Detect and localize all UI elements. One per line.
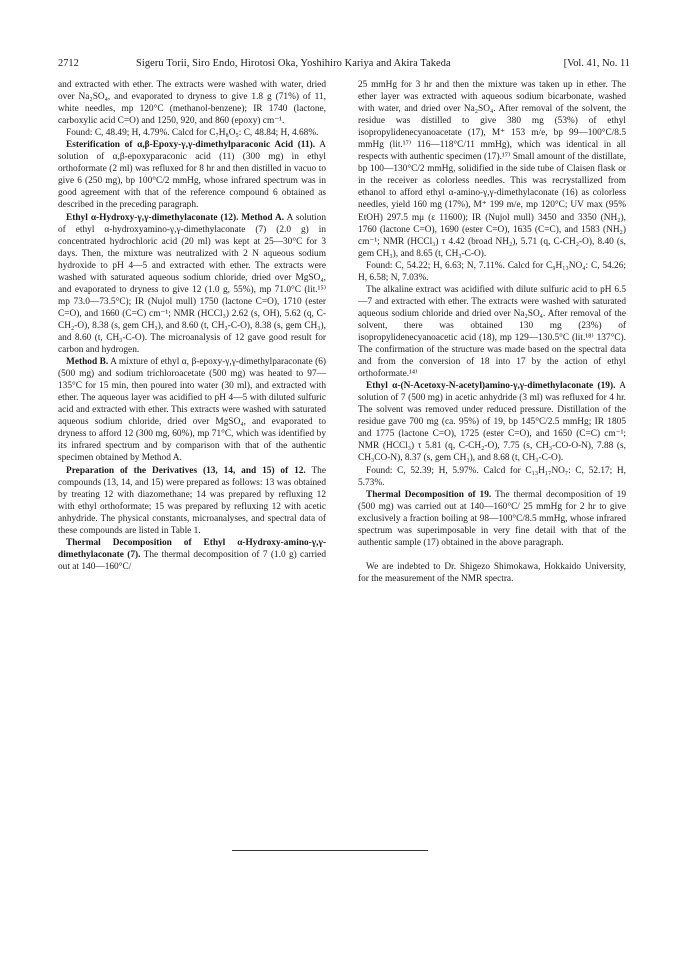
paragraph-body: The thermal decomposition of 19 (500 mg) was carried out at 140—160°C/ 25 mmHg for 2 hr to give exclusively a fraction boiling at 98—100°C/8.5 mmHg, whose infrared spectrum was superimposable in very fine detail with that of the authentic sample (17) obtained in the above paragraph. <box>358 489 626 548</box>
paragraph-body: A solution of α,β-epoxyparaconic acid (11) (300 mg) in ethyl orthoformate (2 ml) was refluxed for 8 hr and then distilled in vacuo to give 6 (250 mg), bp 100°C/2 mmHg, whose infrared spectrum was in good agreement with that of the reference compound 6 obtained as described in the preceding paragraph. <box>58 140 326 211</box>
acknowledgement: We are indebted to Dr. Shigezo Shimokawa, Hokkaido University, for the measurement of the NMR spectra. <box>358 561 626 584</box>
running-authors: Sigeru Torii, Siro Endo, Hirotosi Oka, Yoshihiro Kariya and Akira Takeda <box>136 58 451 69</box>
section-derivatives <box>58 465 326 537</box>
section-heading: Ethyl α-Hydroxy-γ,γ-dimethylaconate (12). Method A. <box>66 212 285 223</box>
paragraph: The alkaline extract was acidified with dilute sulfuric acid to pH 6.5—7 and extracted with ether. The extracts were washed with saturated aqueous sodium chloride and dried over Na₂SO₄. After removal of the solvent, there was obtained 130 mg (23%) of isopropylidenecyanoacetic acid (18), mp 129—130.5°C (lit.¹⁸⁾ 137°C). The confirmation of the structure was made based on the spectral data and from the conversion of 18 into 17 by the action of ethyl orthoformate.¹⁴⁾ <box>358 284 626 380</box>
section-heading: Thermal Decomposition of Ethyl α-Hydroxy-amino-γ,γ-dimethylaconate (7). <box>58 537 326 560</box>
paragraph-body: The compounds (13, 14, and 15) were prepared as follows: 13 was obtained by treating 12 with diazomethane; 14 was prepared by refluxing 12 with ethyl orthoformate; 15 was prepared by refluxing 12 with acetic anhydride. The physical constants, microanalyses, and spectral data of these compounds are listed in Table 1. <box>58 465 326 536</box>
paragraph-analysis: Found: C, 54.22; H, 6.63; N, 7.11%. Calcd for C₉H₁₃NO₄: C, 54.26; H, 6.58; N, 7.03%. <box>358 260 626 283</box>
section-heading: Esterification of α,β-Epoxy-γ,γ-dimethylparaconic Acid (11). <box>66 140 316 151</box>
paragraph: and extracted with ether. The extracts were washed with water, dried over Na₂SO₄, and evaporated to dryness to give 1.8 g (71%) of 11, white needles, mp 120°C (methanol-benzene); IR 1740 (lactone, carboxylic acid C=O) and 1250, 920, and 860 (epoxy) cm⁻¹. <box>58 80 326 127</box>
section-heading: Preparation of the Derivatives (13, 14, and 15) of 12. <box>66 465 306 476</box>
end-rule <box>232 850 428 851</box>
section-heading: Thermal Decomposition of 19. <box>366 489 492 500</box>
journal-volume: [Vol. 41, No. 11 <box>563 58 630 69</box>
paragraph-body: A solution of 7 (500 mg) in acetic anhydride (3 ml) was refluxed for 4 hr. The solvent was removed under reduced pressure. Distillation of the residue gave 700 mg (ca. 95%) of 19, bp 145°C/2.5 mmHg; IR 1805 and 1775 (lactone C=O), 1725 (ester C=O), and 1650 (C=C) cm⁻¹; NMR (HCCl₃) τ 5.81 (q, C-CH₂-O), 7.75 (s, CH₃-CO-O-N), 7.88 (s, CH₃CO-N), 8.37 (s, gem CH₃), and 8.68 (t, CH₃-C-O). <box>358 381 626 464</box>
running-header <box>58 56 630 72</box>
section-heading: Method B. <box>66 357 109 368</box>
section-heading: Ethyl α-(N-Acetoxy-N-acetyl)amino-γ,γ-dimethylaconate (19). <box>366 381 616 392</box>
page-number: 2712 <box>58 58 79 69</box>
paragraph-body: A mixture of ethyl α, β-epoxy-γ,γ-dimethylparaconate (6) (500 mg) and sodium trichloroacetate (500 mg) was heated to 97—135°C for 15 min, then poured into water (30 ml), and extracted with ether. The aqueous layer was acidified to pH 4—5 with diluted sulfuric acid and extracted with ether. This extracts were washed with saturated aqueous sodium chloride, dried over MgSO₄, and evaporated to dryness to afford 12 (300 mg, 60%), mp 71°C, which was identified by its infrared spectrum and by comparison with that of the authentic specimen obtained by Method A. <box>58 357 327 464</box>
paragraph: 25 mmHg for 3 hr and then the mixture was taken up in ether. The ether layer was extracted with aqueous sodium bicarbonate, washed with water, and dried over Na₂SO₄. After removal of the solvent, the residue was distilled to give 380 mg (53%) of ethyl isopropylidenecyanoacetate (17), M⁺ 153 m/e, bp 99—100°C/8.5 mmHg (lit.¹⁷⁾ 116—118°C/11 mmHg), which was identical in all respects with authentic specimen (17).¹⁷⁾ Small amount of the distillate, bp 100—130°C/2 mmHg, solidified in the side tube of Claisen flask or in the receiver as colorless needles. This was recrystallized from ethanol to afford ethyl α-amino-γ,γ-dimethylaconate (16) as colorless needles, yield 160 mg (17%), M⁺ 199 m/e, mp 120°C; UV max (95% EtOH) 297.5 mμ (ε 11600); IR (Nujol mull) 3450 and 3350 (NH₂), 1760 (lactone C=O), 1690 (ester C=O), 1635 (C=C), and 1583 (NH₂) cm⁻¹; NMR (HCCl₃) τ 4.42 (broad NH₂), 5.71 (q, C-CH₂-O), 8.40 (s, gem CH₃), and 8.65 (t, CH₃-C-O). <box>358 80 626 259</box>
section-acetoxy <box>358 380 626 464</box>
paragraph-analysis: Found: C, 48.49; H, 4.79%. Calcd for C₇H₈O₅: C, 48.84; H, 4.68%. <box>66 128 319 139</box>
section-esterification <box>58 139 326 211</box>
paragraph-analysis: Found: C, 52.39; H, 5.97%. Calcd for C₁₃H₁₇NO₇: C, 52.17; H, 5.73%. <box>358 465 626 488</box>
left-column <box>58 79 326 573</box>
section-method-b <box>58 356 326 464</box>
right-column <box>358 79 626 585</box>
section-ethyl-hydroxy <box>58 212 326 357</box>
paragraph-body: A solution of ethyl α-hydroxyamino-γ,γ-dimethylaconate (7) (2.0 g) in concentrated hydrochloric acid (20 ml) was kept at 25—30°C for 3 days. Then, the mixture was neutralized with 2 N aqueous sodium hydroxide to pH 4—5 and extracted with ether. The extracts were washed with saturated aqueous sodium chloride, dried over MgSO₄, and evaporated to dryness to give 12 (1.0 g, 55%), mp 71.0°C (lit.¹⁵⁾ mp 73.0—73.5°C); IR (Nujol mull) 1750 (lactone C=O), 1710 (ester C=O), and 1660 (C=C) cm⁻¹; NMR (HCCl₃) 2.62 (s, OH), 5.62 (q, C-CH₂-O), 8.38 (s, gem CH₃), and 8.60 (t, CH₃-C-O), 8.38 (s, gem CH₃), and 8.60 (t, CH₃-C-O). The microanalysis of 12 gave good result for carbon and hydrogen. <box>58 212 326 356</box>
section-thermal-7 <box>58 537 326 573</box>
paragraph-body: The thermal decomposition of 7 (1.0 g) carried out at 140—160°C/ <box>58 549 326 572</box>
section-thermal-19 <box>358 489 626 549</box>
